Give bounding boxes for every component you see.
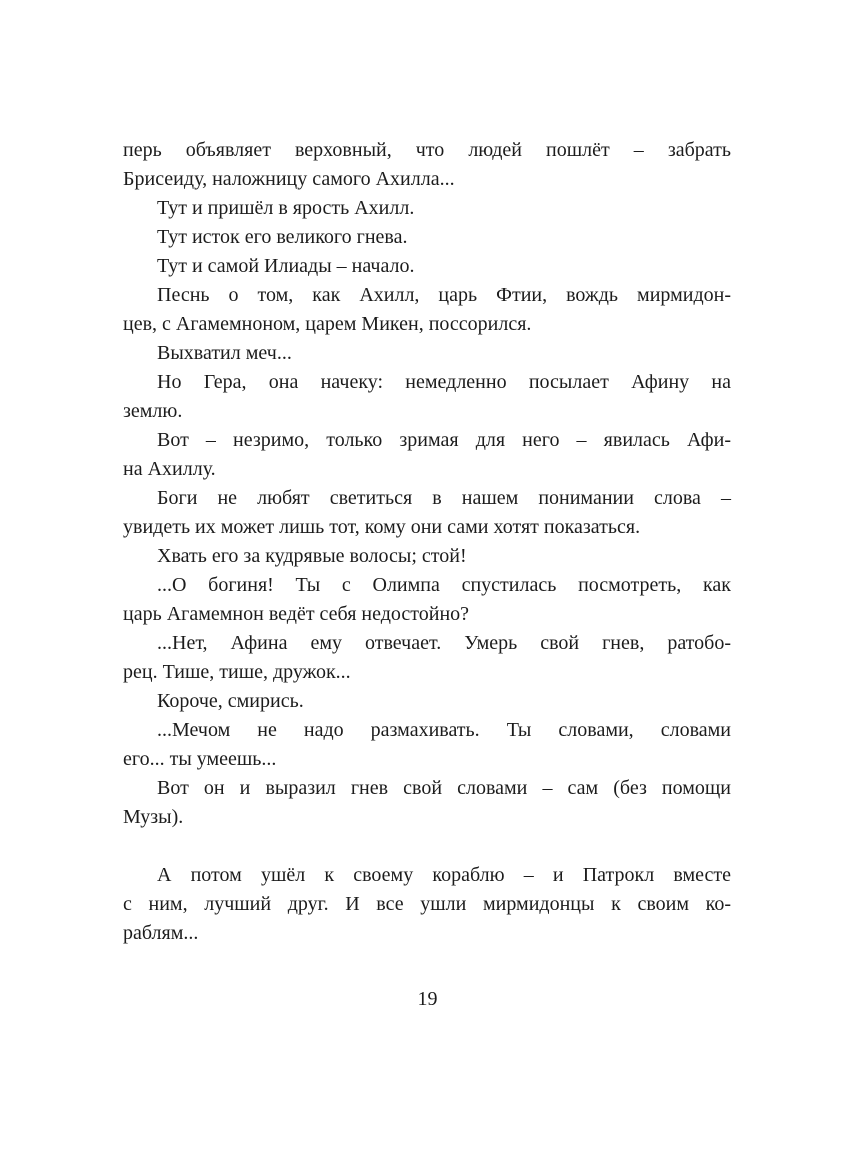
text-line: Но Гера, она начеку: немедленно посылает Афину на [157, 371, 731, 393]
paragraph [123, 368, 731, 426]
paragraph [123, 484, 731, 542]
page-number: 19 [417, 988, 438, 1010]
page-text [123, 136, 731, 948]
text-line: увидеть их может лишь тот, кому они сами хотят показаться. [123, 516, 641, 538]
text-line: раблям... [123, 922, 199, 944]
text-line: ...Мечом не надо размахивать. Ты словами, словами [157, 719, 731, 741]
paragraph [123, 426, 731, 484]
paragraph [123, 571, 731, 629]
text-line: рец. Тише, тише, дружок... [123, 661, 351, 683]
paragraph [123, 194, 731, 223]
text-line: Музы). [123, 806, 184, 828]
text-line: Вот он и выразил гнев свой словами – сам (без помощи [157, 777, 731, 799]
text-line: Тут и пришёл в ярость Ахилл. [157, 197, 415, 219]
text-line: царь Агамемнон ведёт себя недостойно? [123, 603, 470, 625]
paragraph [123, 542, 731, 571]
paragraph [123, 136, 731, 194]
paragraph [123, 339, 731, 368]
text-line: ...Нет, Афина ему отвечает. Умерь свой гнев, ратобо- [157, 632, 731, 654]
text-line: Тут исток его великого гнева. [157, 226, 408, 248]
paragraph [123, 716, 731, 774]
text-line: с ним, лучший друг. И все ушли мирмидонцы к своим ко- [123, 893, 731, 915]
text-line: А потом ушёл к своему кораблю – и Патрокл вместе [157, 864, 731, 886]
text-line: ...О богиня! Ты с Олимпа спустилась посмотреть, как [157, 574, 731, 596]
text-line: Тут и самой Илиады – начало. [157, 255, 415, 277]
text-line: цев, с Агамемноном, царем Микен, поссорился. [123, 313, 532, 335]
paragraph [123, 687, 731, 716]
text-line: землю. [123, 400, 183, 422]
text-line: Брисеиду, наложницу самого Ахилла... [123, 168, 455, 190]
text-line: Выхватил меч... [157, 342, 292, 364]
paragraph [123, 774, 731, 832]
text-line: перь объявляет верховный, что людей пошлёт – забрать [123, 139, 731, 161]
text-line: на Ахиллу. [123, 458, 216, 480]
text-line: его... ты умеешь... [123, 748, 277, 770]
text-line: Вот – незримо, только зримая для него – явилась Афи- [157, 429, 731, 451]
text-line: Боги не любят светиться в нашем понимании слова – [157, 487, 731, 509]
text-line: Песнь о том, как Ахилл, царь Фтии, вождь мирмидон- [157, 284, 731, 306]
text-line: Хвать его за кудрявые волосы; стой! [157, 545, 467, 567]
paragraph [123, 281, 731, 339]
paragraph [123, 252, 731, 281]
paragraph [123, 861, 731, 948]
paragraph [123, 629, 731, 687]
paragraph [123, 223, 731, 252]
text-line: Короче, смирись. [157, 690, 304, 712]
